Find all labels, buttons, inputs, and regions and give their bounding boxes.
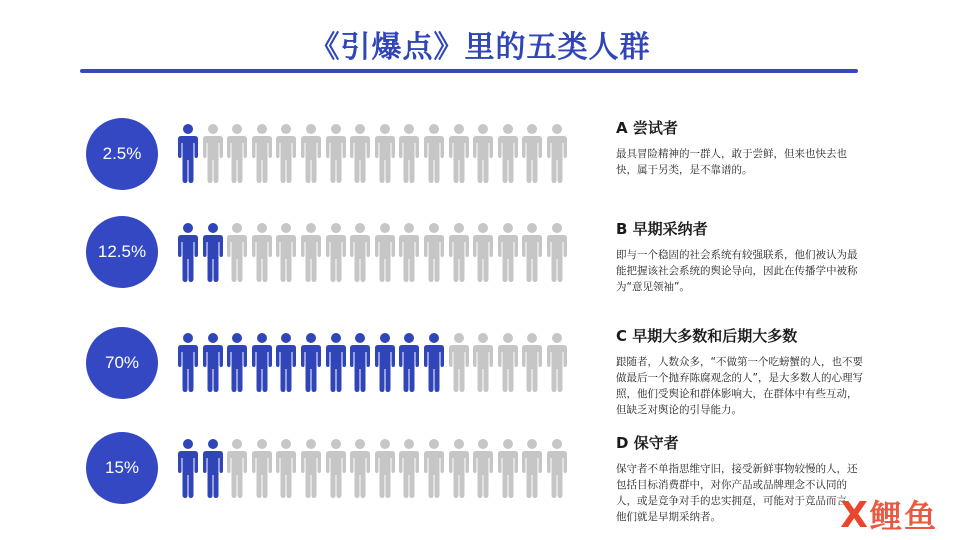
- group-description: [616, 218, 866, 295]
- person-icon: [545, 332, 569, 392]
- person-icon: [447, 123, 471, 183]
- percent-label: 12.5%: [97, 242, 147, 261]
- person-icon: [397, 123, 421, 183]
- person-icon: [348, 222, 372, 282]
- group-body: 即与一个稳固的社会系统有较强联系，他们被认为最能把握该社会系统的舆论导向，因此在传播学中被称为“意见领袖”。: [616, 249, 858, 293]
- person-icon: [299, 222, 323, 282]
- person-icon: [201, 222, 225, 282]
- person-icon: [471, 332, 495, 392]
- group-heading: B 早期采纳者: [616, 220, 708, 238]
- group-heading: A 尝试者: [616, 119, 678, 137]
- person-icon: [274, 438, 298, 498]
- percent-badge: [86, 327, 158, 399]
- person-icon: [471, 438, 495, 498]
- person-icon: [373, 123, 397, 183]
- person-icon: [520, 438, 544, 498]
- person-icon: [324, 222, 348, 282]
- person-icon: [324, 332, 348, 392]
- person-icon: [225, 438, 249, 498]
- person-icon: [397, 332, 421, 392]
- percent-label: 2.5%: [102, 144, 142, 163]
- person-icon: [250, 332, 274, 392]
- group-description: [616, 325, 866, 418]
- person-icon: [373, 222, 397, 282]
- watermark-text: 鲤鱼: [869, 497, 938, 535]
- person-icon: [225, 332, 249, 392]
- group-body: 最具冒险精神的一群人，敢于尝鲜，但来也快去也快，属于另类，是不靠谱的。: [616, 148, 847, 176]
- person-icon: [520, 123, 544, 183]
- person-icon: [348, 438, 372, 498]
- group-body: 保守者不单指思维守旧，接受新鲜事物较慢的人，还包括目标消费群中，对你产品或品牌理念不认同的人，或是竞争对手的忠实拥趸，可能对于竞品而言，他们就是早期采纳者。: [616, 463, 858, 523]
- person-icon: [324, 123, 348, 183]
- watermark-logo: [840, 495, 938, 536]
- person-icon: [471, 222, 495, 282]
- person-icon: [348, 332, 372, 392]
- person-icon: [447, 222, 471, 282]
- group-description: [616, 432, 866, 525]
- group-row-b: [0, 204, 960, 304]
- percent-badge: [86, 118, 158, 190]
- person-icon: [176, 123, 200, 183]
- person-icon: [274, 332, 298, 392]
- group-body: 跟随者，人数众多，“不做第一个吃螃蟹的人，也不要做最后一个抛弃陈腐观念的人”，是大多数人的心理写照，他们受舆论和群体影响大，在群体中有些互动，但缺乏对舆论的引导能力。: [616, 356, 863, 416]
- person-icon: [397, 438, 421, 498]
- person-icon: [422, 222, 446, 282]
- group-description: [616, 117, 866, 178]
- person-icon: [496, 123, 520, 183]
- group-row-c: [0, 313, 960, 416]
- person-icon: [225, 123, 249, 183]
- percent-badge: [86, 432, 158, 504]
- person-icon: [520, 332, 544, 392]
- title-underline: [80, 69, 858, 73]
- person-icon: [176, 332, 200, 392]
- person-icon: [422, 438, 446, 498]
- person-icon: [545, 123, 569, 183]
- person-icon: [373, 438, 397, 498]
- person-icon: [299, 332, 323, 392]
- person-icon: [373, 332, 397, 392]
- person-icon: [299, 438, 323, 498]
- person-icon: [324, 438, 348, 498]
- person-icon: [447, 438, 471, 498]
- percent-label: 70%: [104, 353, 140, 372]
- person-icon: [422, 123, 446, 183]
- person-icon: [496, 438, 520, 498]
- person-icon: [447, 332, 471, 392]
- person-icon: [299, 123, 323, 183]
- person-icon: [250, 438, 274, 498]
- person-icon: [348, 123, 372, 183]
- person-icon: [274, 222, 298, 282]
- person-icon: [274, 123, 298, 183]
- page-title: 《引爆点》里的五类人群: [309, 30, 651, 65]
- person-icon: [471, 123, 495, 183]
- person-icon: [176, 438, 200, 498]
- person-icon: [225, 222, 249, 282]
- percent-label: 15%: [104, 458, 140, 477]
- person-icon: [397, 222, 421, 282]
- person-icon: [250, 222, 274, 282]
- group-row-a: [0, 103, 960, 203]
- group-row-d: [0, 420, 960, 523]
- group-heading: C 早期大多数和后期大多数: [616, 327, 798, 345]
- person-icon: [545, 222, 569, 282]
- person-icon: [201, 123, 225, 183]
- person-icon: [422, 332, 446, 392]
- person-icon: [250, 123, 274, 183]
- person-icon: [201, 438, 225, 498]
- percent-badge: [86, 216, 158, 288]
- person-icon: [496, 222, 520, 282]
- person-icon: [496, 332, 520, 392]
- person-icon: [201, 332, 225, 392]
- person-icon: [520, 222, 544, 282]
- group-heading: D 保守者: [616, 434, 679, 452]
- watermark-mark: X: [840, 495, 868, 536]
- person-icon: [176, 222, 200, 282]
- person-icon: [545, 438, 569, 498]
